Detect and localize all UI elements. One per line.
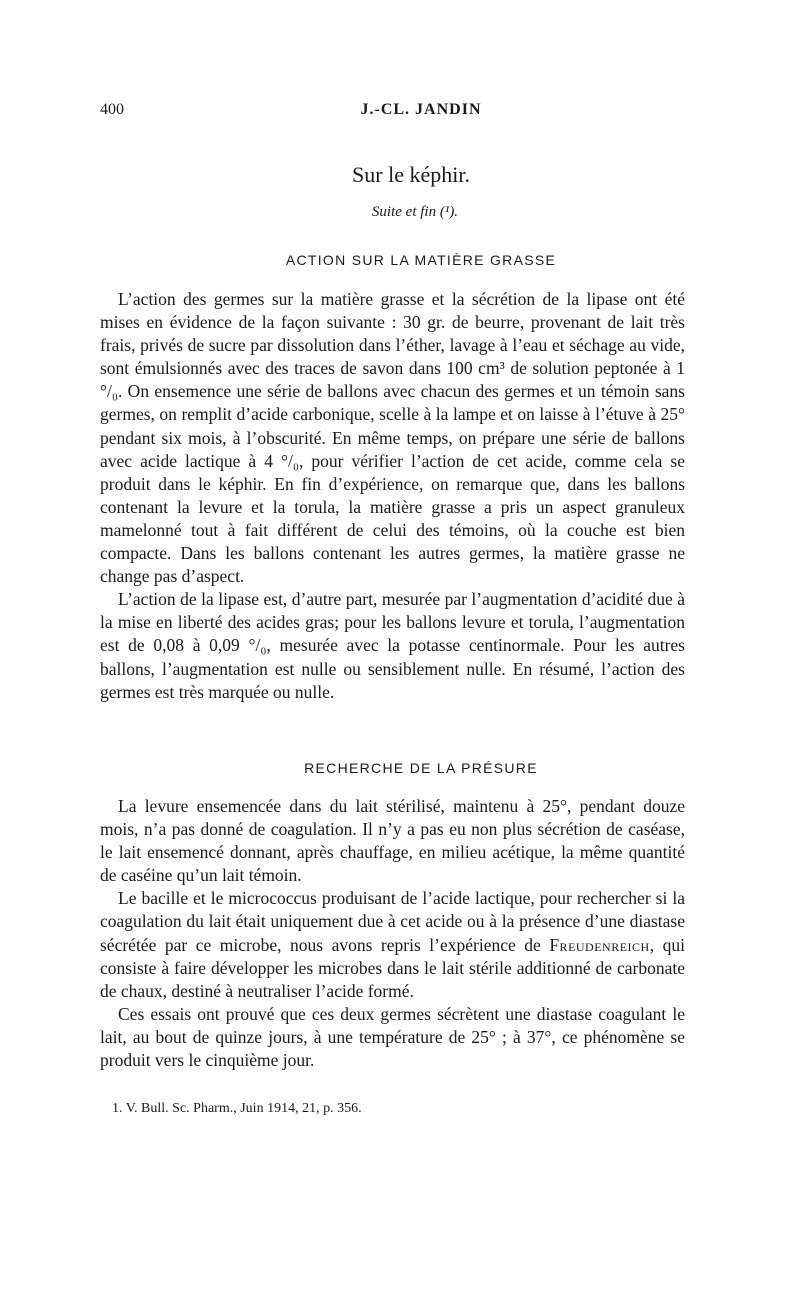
author-name-freudenreich: Freudenreich — [549, 934, 650, 955]
section-heading-matiere-grasse: ACTION SUR LA MATIÈRE GRASSE — [285, 252, 557, 268]
paragraph: L’action des germes sur la matière grasse et la sécrétion de la lipase ont été mises en évidence de la façon suivante : 30 gr. de beurre, provenant de lait très frais, privés de sucre par dissolution dans l’éther, lavage à l’eau et séchage au vide, sont émulsionnés avec des traces de savon dans 100 cm³ de solution peptonée à 1 °/₀. On ensemence une série de ballons avec chacun des germes et un témoin sans germes, on remplit d’acide carbonique, scelle à la lampe et on laisse à l’étuve à 25° pendant six mois, à l’obscurité. En même temps, on prépare une série de ballons avec acide lactique à 4 °/₀, pour vérifier l’action de cet acide, comme cela se produit dans le képhir. En fin d’expérience, on remarque que, dans les ballons contenant la levure et la torula, la matière grasse a pris un aspect granuleux mamelonné tout à fait différent de celui des témoins, où la couche est bien compacte. Dans les ballons contenant les autres germes, la matière grasse ne change pas d’aspect. — [100, 289, 685, 587]
paragraph-text: , qui consiste à faire développer les microbes dans le lait stérile additionné de carbonate de chaux, destiné à neutraliser l’acide formé. — [100, 934, 685, 1001]
footnote-mark: 1. — [112, 1101, 123, 1116]
section-heading-presure: RECHERCHE DE LA PRÉSURE — [304, 760, 538, 776]
paragraph: La levure ensemencée dans du lait stérilisé, maintenu à 25°, pendant douze mois, n’a pas donné de coagulation. Il n’y a pas eu non plus sécrétion de caséase, le lait ensemencé donnant, après chauffage, en milieu acétique, la même quantité de caséine qu’un lait témoin. — [100, 796, 685, 886]
paragraph — [100, 887, 685, 1002]
article-title: Sur le képhir. — [352, 162, 470, 187]
paragraph: L’action de la lipase est, d’autre part, mesurée par l’augmentation d’acidité due à la mise en liberté des acides gras; pour les ballons levure et torula, l’augmentation est de 0,08 à 0,09 °/₀, mesurée avec la potasse centinormale. Pour les autres ballons, l’augmentation est nulle ou sensiblement nulle. En résumé, l’action des germes est très marquée ou nulle. — [100, 589, 685, 702]
section-body-presure — [100, 795, 685, 1072]
article-subtitle: Suite et fin (¹). — [371, 204, 459, 220]
footnote-text: V. Bull. Sc. Pharm., Juin 1914, 21, p. 356. — [125, 1101, 362, 1116]
paragraph: Ces essais ont prouvé que ces deux germes sécrètent une diastase coagulant le lait, au bout de quinze jours, à une température de 25° ; à 37°, ce phénomène se produit vers le cinquième jour. — [100, 1003, 685, 1071]
section-body-matiere-grasse — [100, 288, 685, 704]
running-head — [100, 101, 702, 125]
paragraph-text: Le bacille et le micrococcus produisant de l’acide lactique, pour rechercher si la coagulation du lait était uniquement due à cet acide ou à la présence d’une diastase sécrétée par ce microbe, nous avons repris l’expérience de — [100, 888, 685, 955]
footnote — [112, 1101, 672, 1117]
running-head-author: J.-CL. JANDIN — [360, 101, 482, 118]
page-number: 400 — [100, 101, 124, 118]
